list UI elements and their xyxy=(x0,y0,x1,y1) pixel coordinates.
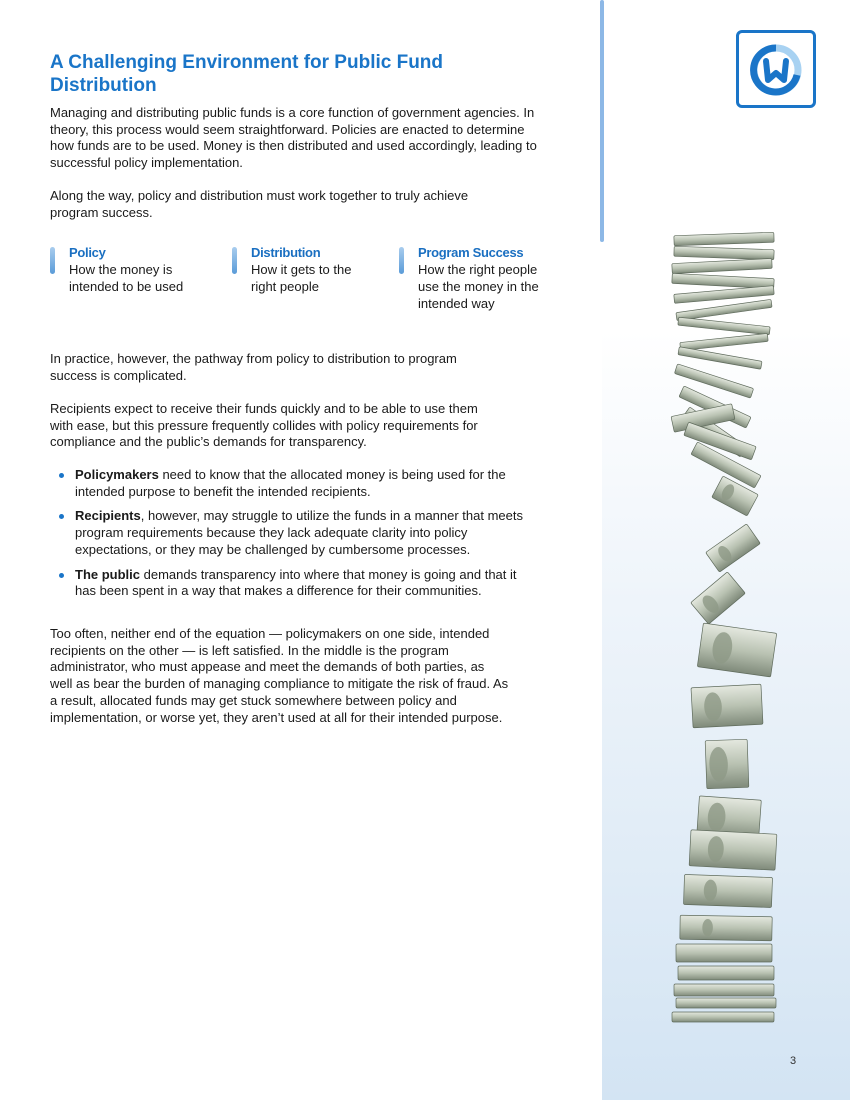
list-item-bold: The public xyxy=(75,566,140,582)
closing-paragraph: Too often, neither end of the equation — policymakers on one side, intended recipients on the other — is left satisfied. In the middle is the program administrator, who must appease and meet the demands of both parties, as well as bear the burden of managing compliance to mitigate the risk of fraud. As a result, allocated funds may get stuck somewhere between policy and implementation, or worse yet, they aren’t used at all for their intended purpose. xyxy=(50,626,509,725)
money-bill xyxy=(680,333,768,350)
money-bill xyxy=(691,684,763,728)
list-item xyxy=(50,567,540,600)
pillar-title: Distribution xyxy=(251,245,321,260)
page-number: 3 xyxy=(790,1055,797,1067)
list-item-bold: Recipients xyxy=(75,508,141,524)
list-item-text: , however, may struggle to utilize the funds in a manner that meets program requirements because they lack adequate clarity into policy expectations, or they may be challenged by cumbersome processes. xyxy=(75,508,524,557)
practice-paragraph: In practice, however, the pathway from policy to distribution to program success is complicated. xyxy=(50,351,457,383)
pillar-description: How the right people use the money in the intended way xyxy=(418,262,539,311)
money-bill xyxy=(674,984,774,996)
recipients-paragraph: Recipients expect to receive their funds quickly and to be able to use them with ease, but this pressure frequently collides with policy requirements for compliance and the public’s demands for transparency. xyxy=(50,401,478,450)
money-bill xyxy=(678,966,774,980)
pillar-description: How the money is intended to be used xyxy=(69,262,184,294)
money-bill xyxy=(680,915,772,941)
page-title: A Challenging Environment for Public Fund Distribution xyxy=(50,52,444,96)
money-bill xyxy=(684,874,773,907)
intro-paragraph-2: Along the way, policy and distribution must work together to truly achieve program success. xyxy=(50,188,469,220)
pillar-distribution xyxy=(251,244,371,295)
bullet-dot xyxy=(59,573,64,578)
pillar-program-success xyxy=(418,244,553,312)
list-item-text: demands transparency into where that money is going and that it has been spent in a way that makes a difference for their communities. xyxy=(75,566,517,599)
money-bill xyxy=(706,524,761,572)
falling-money-bills-image xyxy=(660,226,790,1036)
pillar-accent-bar xyxy=(232,247,237,274)
pillar-description: How it gets to the right people xyxy=(251,262,352,294)
list-item xyxy=(50,467,540,500)
list-item-bold: Policymakers xyxy=(75,467,159,482)
pillar-accent-bar xyxy=(399,247,404,274)
stakeholder-list xyxy=(50,467,540,608)
money-bill xyxy=(697,623,776,677)
pillar-policy xyxy=(69,244,199,295)
money-bill xyxy=(678,317,770,335)
pillar-title: Program Success xyxy=(418,245,524,260)
money-bill xyxy=(672,273,774,288)
list-item xyxy=(50,508,540,558)
money-bill xyxy=(689,830,777,870)
money-bill xyxy=(676,998,776,1008)
brand-logo-icon xyxy=(736,30,816,108)
pillar-accent-bar xyxy=(50,247,55,274)
bullet-dot xyxy=(59,514,64,519)
intro-paragraph: Managing and distributing public funds is a core function of government agencies. In theory, this process would seem straightforward. Policies are enacted to determine how funds are to be used. Money is then distributed and used accordingly, leading to successful policy implementation. xyxy=(50,105,537,171)
money-bill xyxy=(676,944,772,962)
vertical-divider xyxy=(600,0,604,242)
bullet-dot xyxy=(59,473,64,478)
money-bill xyxy=(676,299,772,320)
money-bill xyxy=(672,1012,774,1022)
money-bill xyxy=(674,246,774,259)
money-bill xyxy=(678,347,762,369)
pillar-title: Policy xyxy=(69,245,106,260)
money-bill xyxy=(674,232,774,245)
money-bill xyxy=(691,572,746,624)
money-bill xyxy=(672,258,772,273)
list-item-text: need to know that the allocated money is being used for the intended purpose to benefit the intended recipients. xyxy=(75,467,506,499)
